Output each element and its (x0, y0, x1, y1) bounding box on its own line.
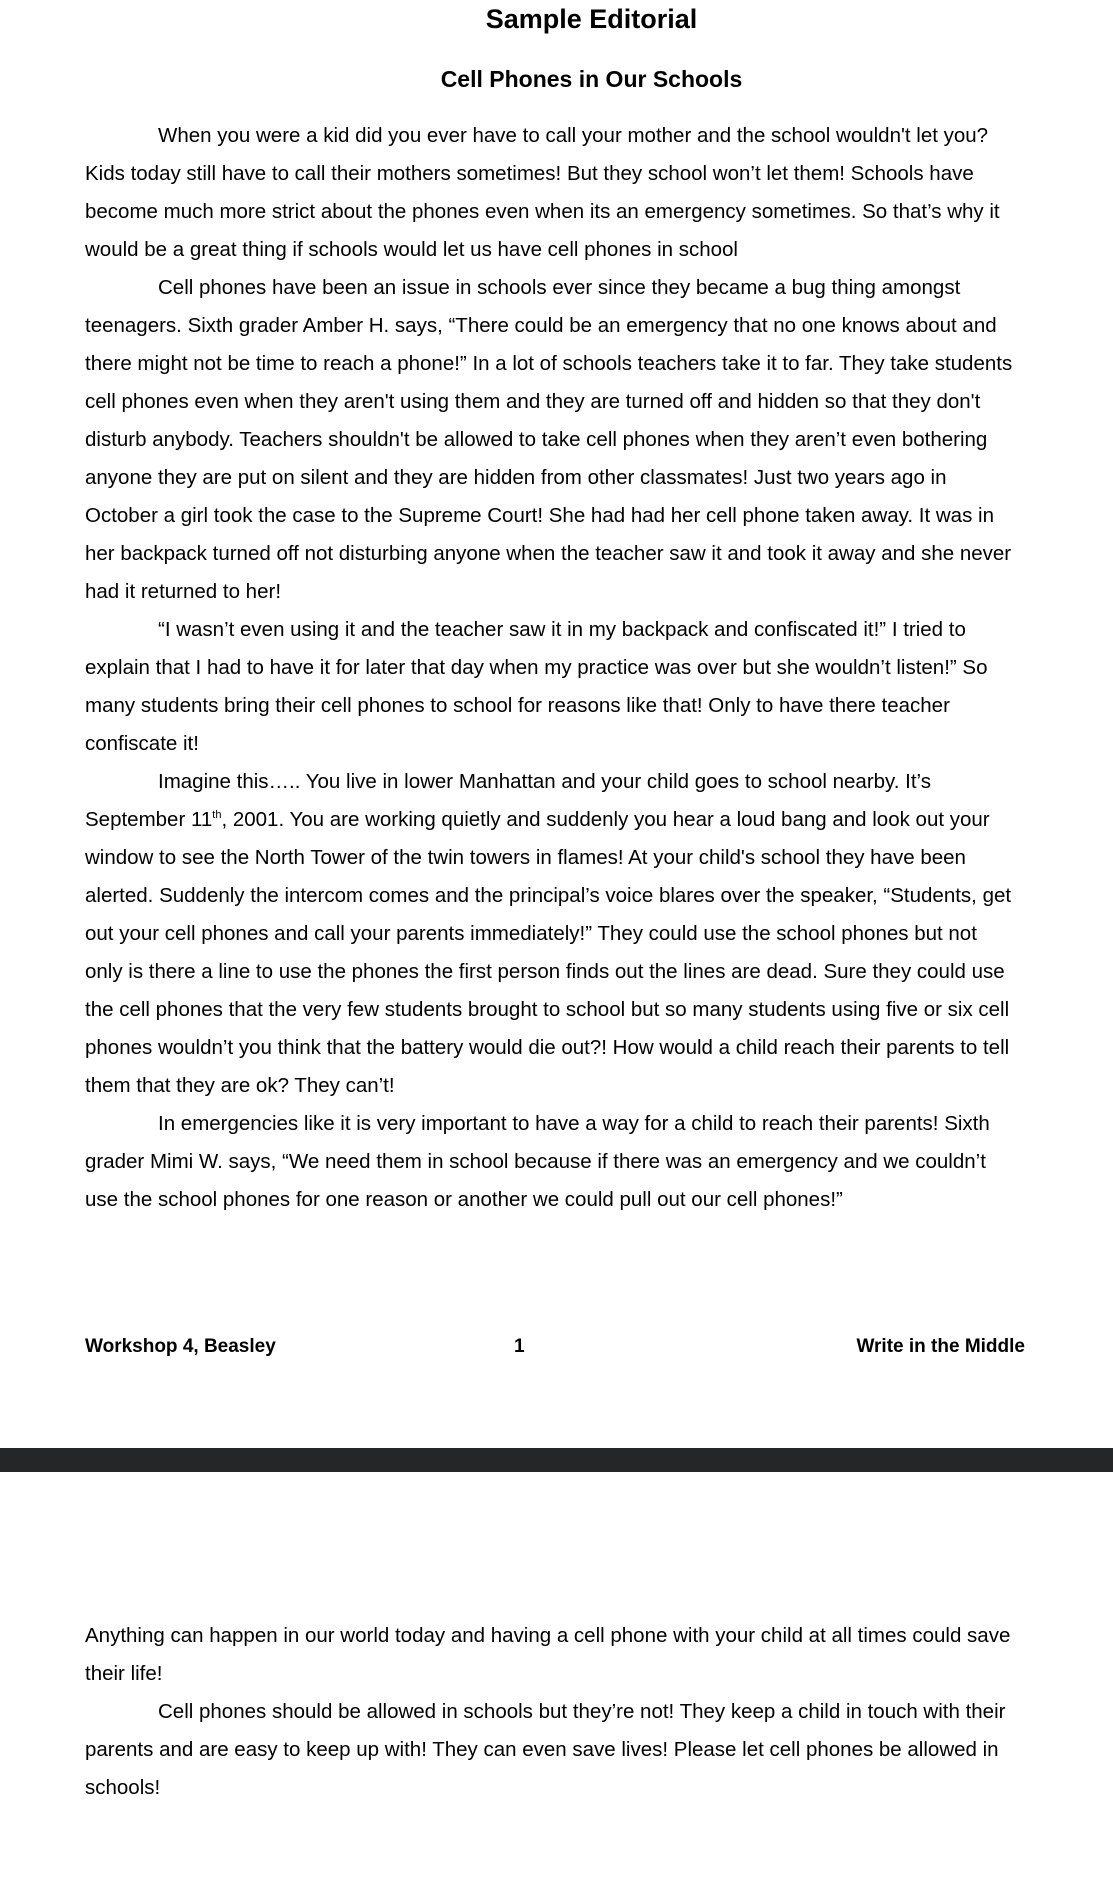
page-1-body (85, 117, 1015, 1219)
page-number: 1 (514, 1336, 525, 1357)
paragraph-2: Cell phones have been an issue in schools ever since they became a bug thing amongst teenagers. Sixth grader Amber H. says, “There could be an emergency that no one knows about and there might not be time to reach a phone!” In a lot of schools teachers take it to far. They take students cell phones even when they aren't using them and they are turned off and hidden so that they don't disturb anybody. Teachers shouldn't be allowed to take cell phones when they aren’t even bothering anyone they are put on silent and they are hidden from other classmates! Just two years ago in October a girl took the case to the Supreme Court! She had had her cell phone taken away. It was in her backpack turned off not disturbing anyone when the teacher saw it and took it away and she never had it returned to her! (85, 276, 1013, 603)
page-footer (85, 1336, 1025, 1362)
page-divider (0, 1448, 1113, 1472)
page-2 (0, 1472, 1113, 1891)
paragraph-4 (85, 763, 1015, 1105)
paragraph-4-after: , 2001. You are working quietly and suddenly you hear a loud bang and look out your window to see the North Tower of the twin towers in flames! At your child's school they have been alerted. Suddenly the intercom comes and the principal’s voice blares over the speaker, “Students, get out your cell phones and call your parents immediately!” They could use the school phones but not only is there a line to use the phones the first person finds out the lines are dead. Sure they could use the cell phones that the very few students brought to school but so many students using five or six cell phones wouldn’t you think that the battery would die out?! How would a child reach their parents to tell them that they are ok? They can’t! (85, 808, 1012, 1097)
page-2-body (85, 1617, 1015, 1807)
continuation-paragraph: Anything can happen in our world today and having a cell phone with your child at all times could save their life! (85, 1624, 1011, 1685)
conclusion-paragraph: Cell phones should be allowed in schools but they’re not! They keep a child in touch with their parents and are easy to keep up with! They can even save lives! Please let cell phones be allowed in schools! (85, 1700, 1006, 1799)
document-title: Sample Editorial (485, 4, 698, 34)
ordinal-suffix: th (212, 809, 222, 822)
paragraph-5: In emergencies like it is very important to have a way for a child to reach their parents! Sixth grader Mimi W. says, “We need them in school because if there was an emergency and we couldn’t use the school phones for one reason or another we could pull out our cell phones!” (85, 1112, 990, 1211)
paragraph-3: “I wasn’t even using it and the teacher saw it in my backpack and confiscated it!” I tried to explain that I had to have it for later that day when my practice was over but she wouldn’t listen!” So many students bring their cell phones to school for reasons like that! Only to have there teacher confiscate it! (85, 618, 988, 755)
footer-right-text: Write in the Middle (856, 1336, 1025, 1357)
paragraph-1: When you were a kid did you ever have to call your mother and the school wouldn't let you? Kids today still have to call their mothers sometimes! But they school won’t let them! Schools have become much more strict about the phones even when its an emergency sometimes. So that’s why it would be a great thing if schools would let us have cell phones in school (85, 124, 1000, 261)
footer-left-text: Workshop 4, Beasley (85, 1336, 276, 1357)
document-subtitle: Cell Phones in Our Schools (440, 66, 743, 92)
paragraph-4-before: Imagine this….. You live in lower Manhattan and your child goes to school nearby. It’s September 11 (85, 770, 931, 831)
